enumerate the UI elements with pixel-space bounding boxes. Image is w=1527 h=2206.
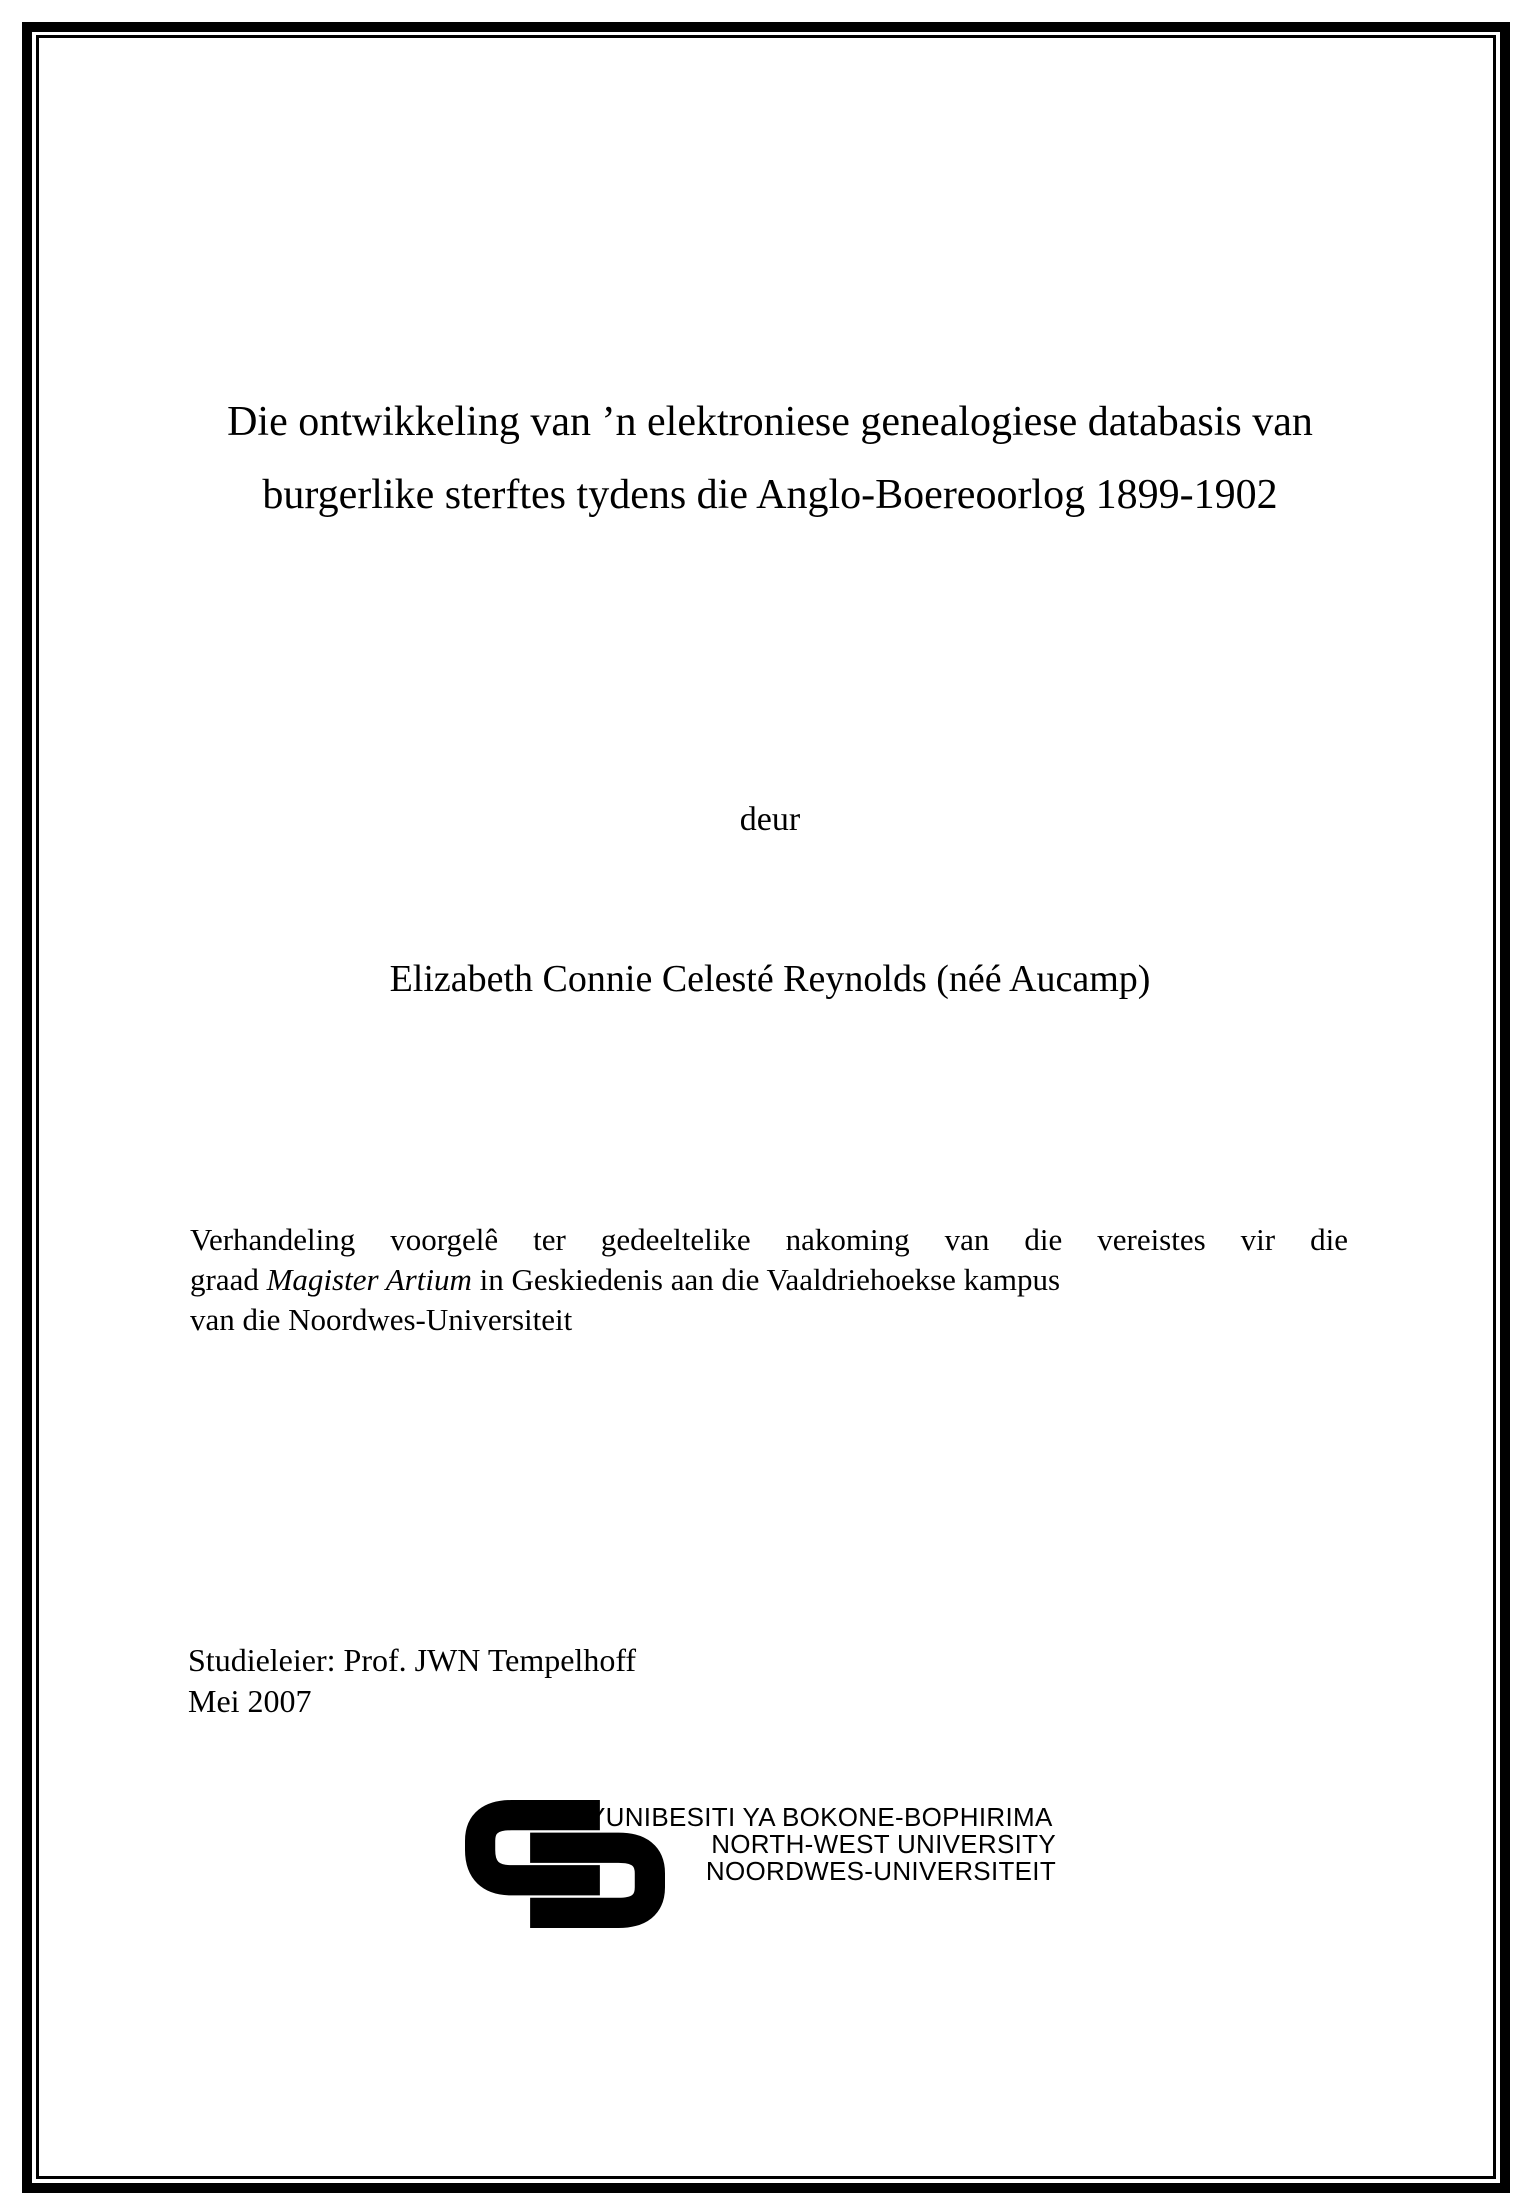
thesis-statement-line-3: van die Noordwes-Universiteit [190, 1302, 573, 1337]
thesis-degree-pre: graad [190, 1262, 267, 1297]
supervisor-block [188, 1640, 1088, 1722]
byline-label: deur [739, 801, 801, 838]
logo-name-afrikaans: NOORDWES-UNIVERSITEIT [705, 1856, 1056, 1886]
supervisor-line: Studieleier: Prof. JWN Tempelhoff [188, 1642, 637, 1678]
thesis-statement-line-2 [190, 1260, 1348, 1300]
page-title-line-2: burgerlike sterftes tydens die Anglo-Boereoorlog 1899-1902 [262, 472, 1278, 518]
date-line: Mei 2007 [188, 1683, 312, 1719]
page-title [190, 386, 1350, 532]
thesis-degree-post: in Geskiedenis aan die Vaaldriehoekse kampus [471, 1262, 1061, 1297]
thesis-statement [190, 1220, 1348, 1340]
thesis-statement-line-1: Verhandeling voorgelê ter gedeeltelike nakoming van die vereistes vir die [190, 1222, 1348, 1257]
thesis-degree-name: Magister Artium [266, 1262, 472, 1297]
author-name: Elizabeth Connie Celesté Reynolds (néé Aucamp) [389, 958, 1151, 1000]
university-logo-text [588, 1804, 1056, 1885]
logo-name-english: NORTH-WEST UNIVERSITY [711, 1829, 1056, 1859]
page-title-line-1: Die ontwikkeling van ’n elektroniese genealogiese databasis van [227, 399, 1313, 445]
logo-name-setswana: YUNIBESITI YA BOKONE-BOPHIRIMA [588, 1802, 1053, 1832]
university-logo [465, 1787, 1065, 1947]
